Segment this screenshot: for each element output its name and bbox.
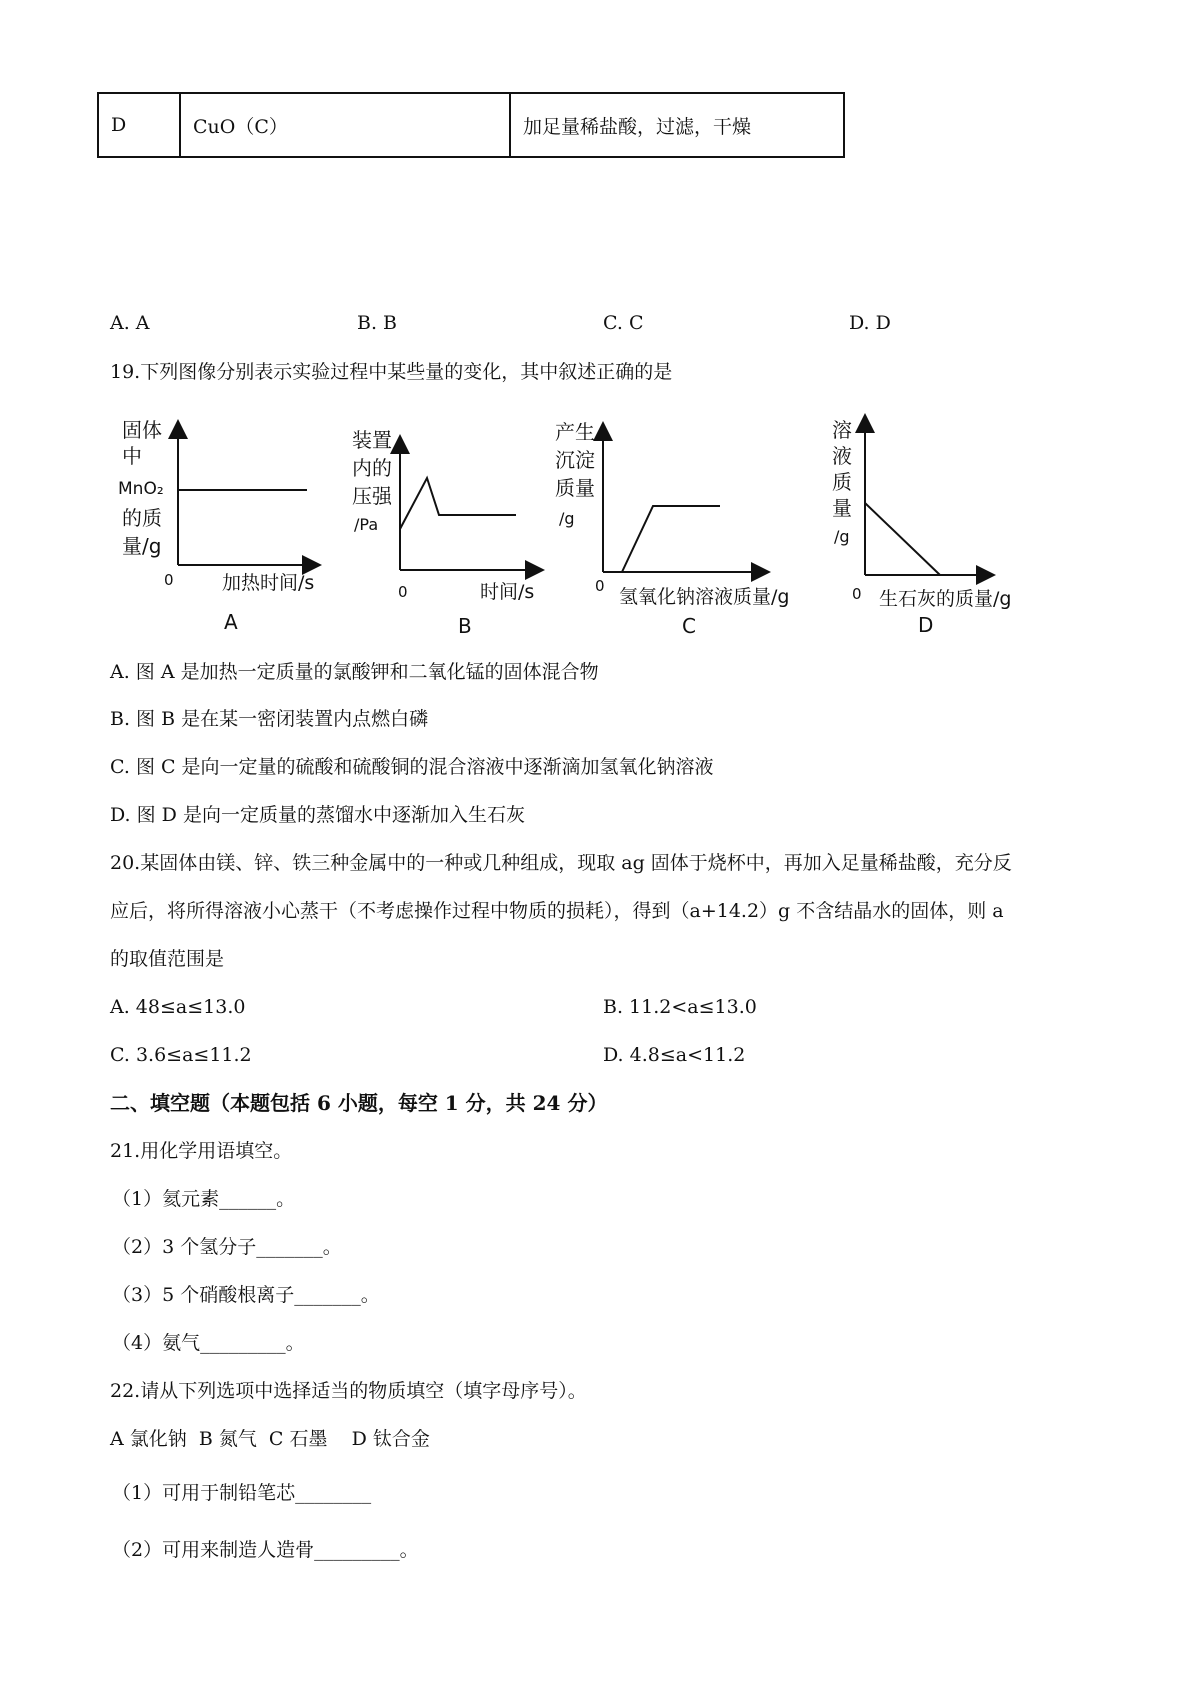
q21-item-2: （2）3 个氢分子_______。 bbox=[112, 1236, 342, 1258]
q19-option-c[interactable]: C. 图 C 是向一定量的硫酸和硫酸铜的混合溶液中逐渐滴加氢氧化钠溶液 bbox=[110, 756, 714, 778]
graph-d-origin: 0 bbox=[852, 585, 862, 603]
q18-option-b[interactable]: B. B bbox=[357, 312, 398, 334]
graph-d bbox=[832, 417, 1011, 637]
q18-option-c[interactable]: C. C bbox=[603, 312, 644, 334]
graph-b-line bbox=[400, 478, 516, 529]
q19-option-a[interactable]: A. 图 A 是加热一定质量的氯酸钾和二氧化锰的固体混合物 bbox=[110, 661, 599, 683]
q22-item-2: （2）可用来制造人造骨_________。 bbox=[112, 1539, 419, 1561]
q18-option-a[interactable]: A. A bbox=[110, 312, 150, 334]
answer-table bbox=[97, 92, 845, 158]
graph-d-ylabel-3: 质 bbox=[832, 470, 852, 494]
q19-graphs bbox=[100, 405, 1060, 645]
graph-d-ylabel-2: 液 bbox=[832, 444, 852, 468]
table-row bbox=[98, 93, 844, 157]
q19-stem: 19.下列图像分别表示实验过程中某些量的变化，其中叙述正确的是 bbox=[110, 361, 673, 383]
q20-option-b[interactable]: B. 11.2<a≤13.0 bbox=[603, 996, 757, 1018]
graph-c-ylabel-2: 沉淀 bbox=[555, 448, 595, 472]
graph-d-ylabel-4: 量 bbox=[832, 496, 852, 520]
q19-option-b[interactable]: B. 图 B 是在某一密闭装置内点燃白磷 bbox=[110, 708, 429, 730]
graph-b bbox=[352, 428, 541, 638]
table-cell-substance: CuO（C） bbox=[180, 93, 510, 157]
graph-b-ylabel-4: /Pa bbox=[354, 515, 379, 534]
graph-c-origin: 0 bbox=[595, 577, 605, 595]
graph-a-xlabel: 加热时间/s bbox=[222, 572, 315, 594]
q22-stem: 22.请从下列选项中选择适当的物质填空（填字母序号）。 bbox=[110, 1380, 587, 1402]
q19-option-d[interactable]: D. 图 D 是向一定质量的蒸馏水中逐渐加入生石灰 bbox=[110, 804, 525, 826]
graph-c bbox=[555, 420, 789, 638]
graph-d-caption: D bbox=[918, 613, 934, 637]
graph-a-ylabel-1: 固体 bbox=[122, 418, 162, 442]
q20-option-a[interactable]: A. 48≤a≤13.0 bbox=[110, 996, 246, 1018]
q22-choices: A 氯化钠 B 氮气 C 石墨 D 钛合金 bbox=[110, 1428, 430, 1450]
q18-option-d[interactable]: D. D bbox=[849, 312, 891, 334]
table-cell-option: D bbox=[98, 93, 180, 157]
graph-b-xlabel: 时间/s bbox=[480, 581, 535, 603]
graph-d-ylabel-5: /g bbox=[834, 527, 850, 546]
table-cell-method: 加足量稀盐酸，过滤，干燥 bbox=[510, 93, 844, 157]
q21-item-3: （3）5 个硝酸根离子_______。 bbox=[112, 1284, 380, 1306]
graph-b-origin: 0 bbox=[398, 583, 408, 601]
q21-stem: 21.用化学用语填空。 bbox=[110, 1140, 293, 1162]
graph-d-xlabel: 生石灰的质量/g bbox=[879, 588, 1012, 610]
graph-c-caption: C bbox=[682, 614, 696, 638]
graph-a bbox=[118, 418, 318, 634]
graph-b-ylabel-2: 内的 bbox=[352, 456, 392, 480]
q21-item-4: （4）氨气_________。 bbox=[112, 1332, 305, 1354]
q20-option-c[interactable]: C. 3.6≤a≤11.2 bbox=[110, 1044, 252, 1066]
graph-a-ylabel-4: 的质 bbox=[122, 506, 162, 530]
graph-a-ylabel-2: 中 bbox=[122, 444, 142, 468]
q20-option-d[interactable]: D. 4.8≤a<11.2 bbox=[603, 1044, 746, 1066]
graph-a-origin: 0 bbox=[164, 571, 174, 589]
graph-c-ylabel-1: 产生 bbox=[555, 420, 595, 444]
graph-d-line bbox=[865, 503, 940, 575]
graph-b-caption: B bbox=[458, 614, 472, 638]
graph-c-line bbox=[622, 506, 720, 572]
q20-stem-line-3: 的取值范围是 bbox=[110, 948, 225, 970]
q20-stem-line-1: 20.某固体由镁、锌、铁三种金属中的一种或几种组成，现取 ag 固体于烧杯中，再加入足量稀盐酸，充分反 bbox=[110, 852, 1012, 874]
graph-a-caption: A bbox=[224, 610, 238, 634]
graph-b-ylabel-3: 压强 bbox=[352, 484, 392, 508]
q20-stem-line-2: 应后，将所得溶液小心蒸干（不考虑操作过程中物质的损耗），得到（a+14.2）g 不含结晶水的固体，则 a bbox=[110, 900, 1004, 922]
q22-item-1: （1）可用于制铅笔芯________ bbox=[112, 1482, 372, 1504]
graph-a-ylabel-5: 量/g bbox=[122, 534, 162, 558]
graph-a-ylabel-3: MnO₂ bbox=[118, 479, 164, 499]
graph-c-ylabel-4: /g bbox=[559, 509, 575, 528]
q21-item-1: （1）氦元素______。 bbox=[112, 1188, 296, 1210]
graph-d-ylabel-1: 溶 bbox=[832, 418, 852, 442]
graph-b-ylabel-1: 装置 bbox=[352, 428, 392, 452]
graph-c-xlabel: 氢氧化钠溶液质量/g bbox=[619, 586, 790, 608]
section-2-heading: 二、填空题（本题包括 6 小题，每空 1 分，共 24 分） bbox=[110, 1091, 608, 1115]
graph-c-ylabel-3: 质量 bbox=[555, 476, 595, 500]
